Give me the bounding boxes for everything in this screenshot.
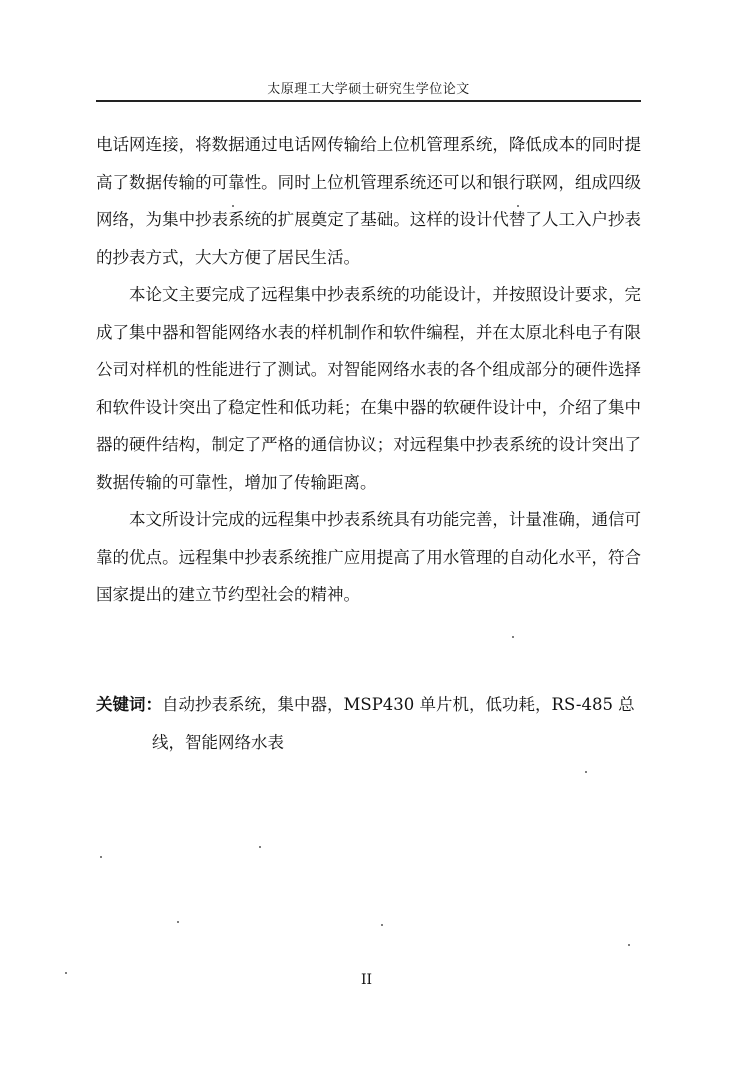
header-rule — [96, 100, 641, 102]
keywords-label: 关键词： — [96, 695, 162, 714]
scan-speck — [232, 205, 234, 207]
running-header: 太原理工大学硕士研究生学位论文 — [267, 82, 470, 97]
keywords-block — [96, 686, 641, 762]
keywords-line-1: 自动抄表系统，集中器，MSP430 单片机，低功耗，RS-485 总 — [162, 695, 635, 714]
paragraph-1: 电话网连接，将数据通过电话网传输给上位机管理系统，降低成本的同时提高了数据传输的可靠性。同时上位机管理系统还可以和银行联网，组成四级网络，为集中抄表系统的扩展奠定了基础。这样的设计代替了人工入户抄表的抄表方式，大大方便了居民生活。 — [96, 135, 641, 267]
keywords-line-2: 线，智能网络水表 — [152, 733, 284, 752]
scan-speck — [259, 846, 261, 848]
paragraph-3: 本文所设计完成的远程集中抄表系统具有功能完善，计量准确，通信可靠的优点。远程集中抄表系统推广应用提高了用水管理的自动化水平，符合国家提出的建立节约型社会的精神。 — [96, 510, 641, 604]
scan-speck — [65, 972, 67, 974]
scan-speck — [177, 921, 179, 923]
paragraph-2: 本论文主要完成了远程集中抄表系统的功能设计，并按照设计要求，完成了集中器和智能网络水表的样机制作和软件编程，并在太原北科电子有限公司对样机的性能进行了测试。对智能网络水表的各个组成部分的硬件选择和软件设计突出了稳定性和低功耗；在集中器的软硬件设计中，介绍了集中器的硬件结构，制定了严格的通信协议；对远程集中抄表系统的设计突出了数据传输的可靠性，增加了传输距离。 — [96, 285, 641, 492]
scan-speck — [100, 856, 102, 858]
page-number: II — [360, 972, 373, 988]
abstract-body — [96, 126, 641, 614]
scan-speck — [381, 924, 383, 926]
scan-speck — [512, 636, 514, 638]
scan-speck — [517, 205, 519, 207]
scan-speck — [585, 771, 587, 773]
scan-speck — [628, 944, 630, 946]
